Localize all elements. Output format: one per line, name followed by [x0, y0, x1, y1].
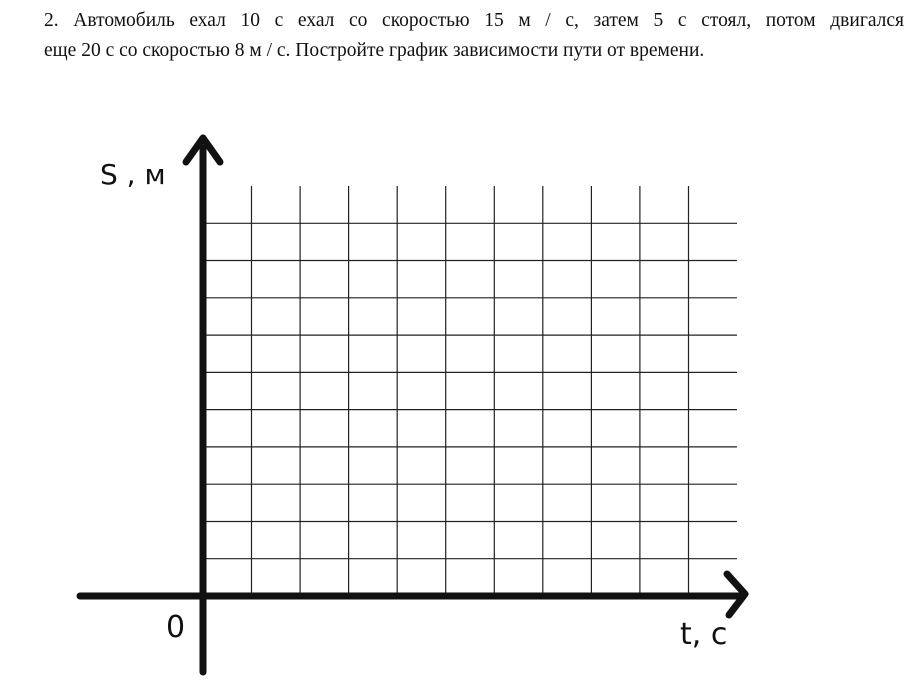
- origin-label: 0: [166, 610, 186, 645]
- problem-text-line-1: 2. Автомобиль ехал 10 с ехал со скоростью 15 м / с, затем 5 с стоял, потом двигался: [44, 10, 904, 31]
- problem-text-line-2: еще 20 с со скоростью 8 м / с. Постройте график зависимости пути от времени.: [44, 40, 705, 61]
- graph-grid: [203, 186, 737, 596]
- x-axis-label: t, с: [680, 617, 728, 652]
- y-axis-label: S , м: [100, 158, 166, 191]
